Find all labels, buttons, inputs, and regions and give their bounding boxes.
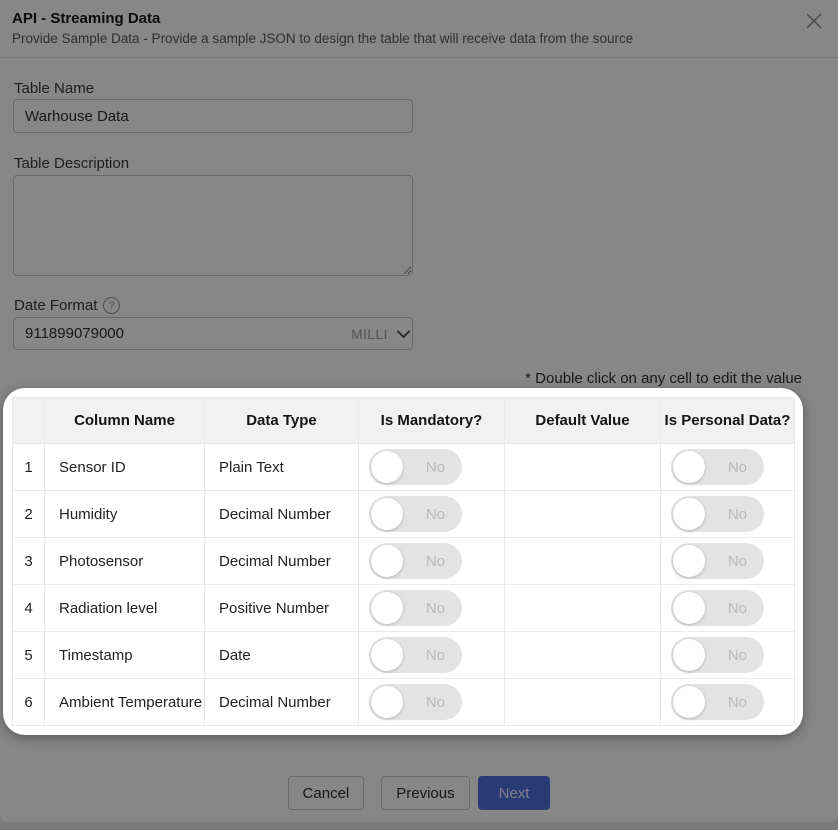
is-personal-cell xyxy=(661,444,795,491)
default-value-cell[interactable] xyxy=(505,444,661,491)
dialog-header xyxy=(12,10,633,46)
is-mandatory-toggle[interactable] xyxy=(369,496,462,532)
date-format-label: Date Format xyxy=(14,297,98,314)
toggle-label: No xyxy=(727,693,747,711)
column-name-cell[interactable] xyxy=(45,444,205,491)
default-value-cell[interactable] xyxy=(505,632,661,679)
table-row xyxy=(13,491,795,538)
is-personal-toggle[interactable] xyxy=(671,449,764,485)
toggle-label: No xyxy=(425,552,445,570)
column-name-text: Photosensor xyxy=(59,552,144,570)
data-type-cell[interactable] xyxy=(205,538,359,585)
is-mandatory-toggle[interactable] xyxy=(369,543,462,579)
date-format-label-row xyxy=(14,297,120,314)
default-value-cell[interactable] xyxy=(505,491,661,538)
table-name-input[interactable] xyxy=(13,99,413,133)
footer-buttons xyxy=(0,776,838,810)
header-is-mandatory: Is Mandatory? xyxy=(359,398,505,444)
header-column-name: Column Name xyxy=(45,398,205,444)
toggle-knob-icon xyxy=(673,498,705,530)
schema-table-card xyxy=(3,388,803,735)
header-index xyxy=(13,398,45,444)
dialog-title: API - Streaming Data xyxy=(12,10,161,27)
is-personal-cell xyxy=(661,632,795,679)
is-personal-cell xyxy=(661,538,795,585)
table-description-label: Table Description xyxy=(14,155,130,172)
toggle-knob-icon xyxy=(371,451,403,483)
is-personal-cell xyxy=(661,491,795,538)
table-row xyxy=(13,679,795,726)
data-type-cell[interactable] xyxy=(205,491,359,538)
toggle-label: No xyxy=(425,693,445,711)
toggle-label: No xyxy=(425,458,445,476)
toggle-knob-icon xyxy=(371,592,403,624)
dialog-subtitle: Provide Sample Data - Provide a sample JSON to design the table that will receive data from the source xyxy=(12,31,634,46)
toggle-knob-icon xyxy=(673,451,705,483)
is-personal-cell xyxy=(661,585,795,632)
table-name-label: Table Name xyxy=(14,80,95,97)
is-mandatory-cell xyxy=(359,538,505,585)
column-name-cell[interactable] xyxy=(45,679,205,726)
is-mandatory-cell xyxy=(359,679,505,726)
column-name-text: Ambient Temperature xyxy=(59,693,203,711)
toggle-label: No xyxy=(727,646,747,664)
header-is-personal: Is Personal Data? xyxy=(661,398,795,444)
column-name-text: Radiation level xyxy=(59,599,158,617)
schema-table xyxy=(12,397,795,726)
date-unit-value: MILLI xyxy=(351,326,388,342)
data-type-text: Positive Number xyxy=(219,599,330,617)
is-mandatory-toggle[interactable] xyxy=(369,637,462,673)
column-name-cell[interactable] xyxy=(45,585,205,632)
column-name-text: Timestamp xyxy=(59,646,133,664)
table-header-row xyxy=(13,398,795,444)
table-row xyxy=(13,632,795,679)
close-button[interactable] xyxy=(802,9,826,33)
row-index: 6 xyxy=(13,679,45,726)
toggle-label: No xyxy=(425,505,445,523)
table-row xyxy=(13,585,795,632)
data-type-cell[interactable] xyxy=(205,444,359,491)
toggle-label: No xyxy=(727,505,747,523)
toggle-label: No xyxy=(425,599,445,617)
is-personal-toggle[interactable] xyxy=(671,684,764,720)
data-type-text: Date xyxy=(219,646,251,664)
column-name-cell[interactable] xyxy=(45,632,205,679)
toggle-label: No xyxy=(727,458,747,476)
data-type-text: Decimal Number xyxy=(219,505,331,523)
edit-hint: * Double click on any cell to edit the value xyxy=(525,370,802,387)
toggle-knob-icon xyxy=(673,639,705,671)
default-value-cell[interactable] xyxy=(505,538,661,585)
data-type-text: Plain Text xyxy=(219,458,284,476)
is-personal-toggle[interactable] xyxy=(671,496,764,532)
close-icon xyxy=(803,10,825,32)
is-personal-toggle[interactable] xyxy=(671,637,764,673)
toggle-knob-icon xyxy=(371,498,403,530)
column-name-text: Sensor ID xyxy=(59,458,126,476)
header-default-value: Default Value xyxy=(505,398,661,444)
toggle-knob-icon xyxy=(371,545,403,577)
chevron-down-icon xyxy=(397,330,410,339)
is-mandatory-toggle[interactable] xyxy=(369,449,462,485)
table-row xyxy=(13,444,795,491)
data-type-cell[interactable] xyxy=(205,585,359,632)
is-personal-cell xyxy=(661,679,795,726)
is-mandatory-cell xyxy=(359,444,505,491)
toggle-knob-icon xyxy=(371,639,403,671)
previous-button[interactable]: Previous xyxy=(381,776,469,810)
column-name-cell[interactable] xyxy=(45,491,205,538)
header-divider xyxy=(0,57,838,58)
header-data-type: Data Type xyxy=(205,398,359,444)
table-row xyxy=(13,538,795,585)
toggle-label: No xyxy=(425,646,445,664)
default-value-cell[interactable] xyxy=(505,585,661,632)
toggle-label: No xyxy=(727,599,747,617)
column-name-text: Humidity xyxy=(59,505,118,523)
is-mandatory-toggle[interactable] xyxy=(369,684,462,720)
data-type-cell[interactable] xyxy=(205,679,359,726)
toggle-label: No xyxy=(727,552,747,570)
row-index: 4 xyxy=(13,585,45,632)
row-index: 5 xyxy=(13,632,45,679)
help-icon[interactable]: ? xyxy=(103,297,120,314)
next-button[interactable]: Next xyxy=(478,776,551,810)
data-type-text: Decimal Number xyxy=(219,693,331,711)
column-name-cell[interactable] xyxy=(45,538,205,585)
row-index: 1 xyxy=(13,444,45,491)
row-index: 2 xyxy=(13,491,45,538)
cancel-button[interactable]: Cancel xyxy=(288,776,365,810)
toggle-knob-icon xyxy=(673,592,705,624)
row-index: 3 xyxy=(13,538,45,585)
default-value-cell[interactable] xyxy=(505,679,661,726)
data-type-text: Decimal Number xyxy=(219,552,331,570)
table-description-textarea[interactable] xyxy=(13,175,413,276)
toggle-knob-icon xyxy=(673,686,705,718)
is-mandatory-cell xyxy=(359,632,505,679)
date-unit-dropdown[interactable] xyxy=(330,322,410,346)
is-personal-toggle[interactable] xyxy=(671,590,764,626)
is-personal-toggle[interactable] xyxy=(671,543,764,579)
data-type-cell[interactable] xyxy=(205,632,359,679)
is-mandatory-cell xyxy=(359,491,505,538)
toggle-knob-icon xyxy=(371,686,403,718)
is-mandatory-toggle[interactable] xyxy=(369,590,462,626)
toggle-knob-icon xyxy=(673,545,705,577)
is-mandatory-cell xyxy=(359,585,505,632)
